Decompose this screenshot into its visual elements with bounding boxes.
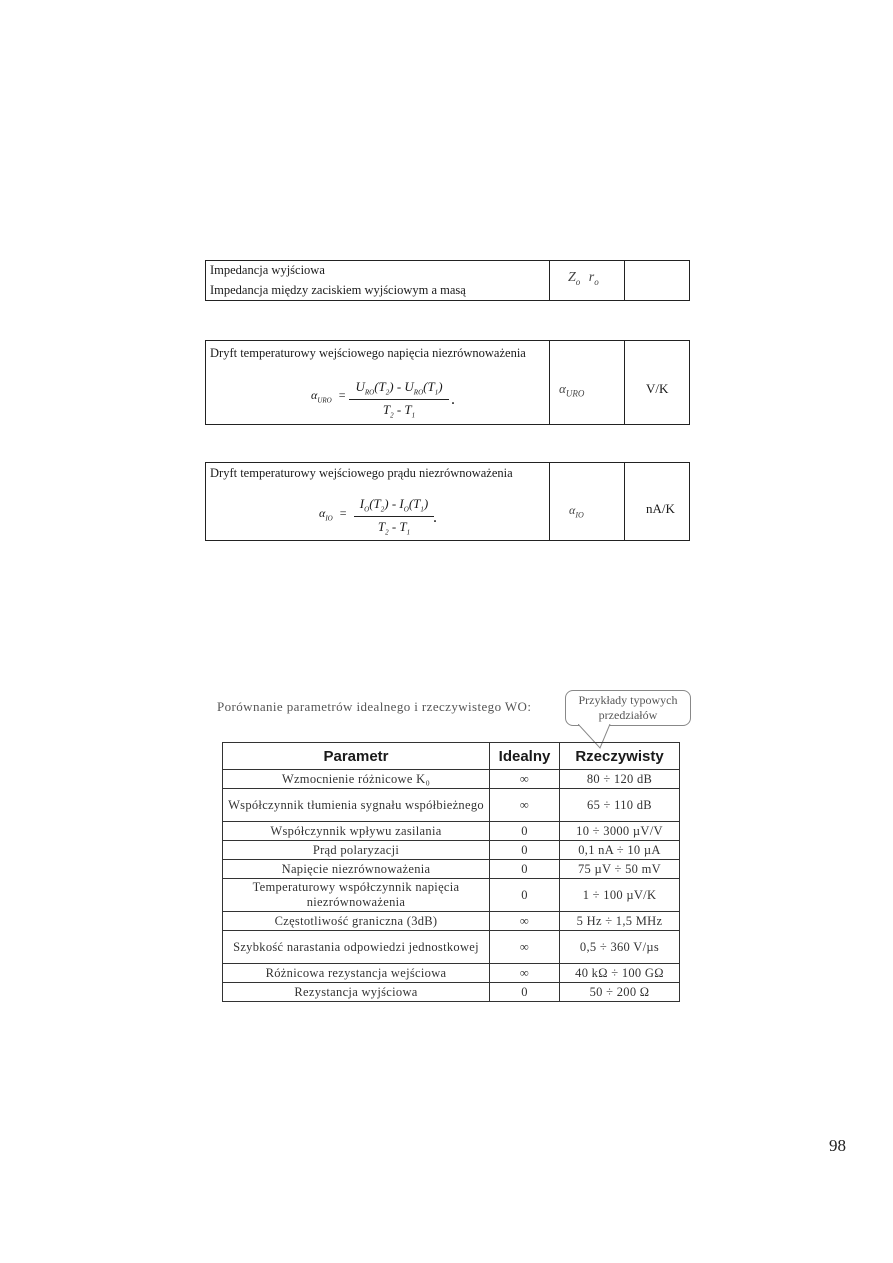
formula-alpha-sub: IO — [325, 514, 333, 523]
formula-alpha: α — [311, 388, 318, 402]
table-row — [223, 983, 680, 1002]
symbol: α — [569, 503, 576, 517]
param-cell: Częstotliwość graniczna (3dB) — [223, 912, 490, 931]
param-cell: Temperaturowy współczynnik napięcia niezrównoważenia — [223, 879, 490, 912]
table-row — [223, 860, 680, 879]
box-subtitle: Impedancja między zaciskiem wyjściowym a masą — [210, 283, 466, 297]
formula-denominator: $T_2 - T_1$ — [382, 401, 416, 420]
comparison-caption: Porównanie parametrów idealnego i rzeczywistego WO: — [217, 699, 532, 714]
unit-cell: nA/K — [646, 501, 675, 516]
table-row — [223, 879, 680, 912]
symbol: α — [559, 381, 566, 396]
param-cell: Współczynnik tłumienia sygnału współbieżnego — [223, 789, 490, 822]
page-number: 98 — [829, 1136, 846, 1155]
fraction-bar — [354, 516, 434, 517]
divider — [624, 261, 625, 300]
box-title: Dryft temperaturowy wejściowego napięcia niezrównoważenia — [210, 346, 526, 360]
callout-bubble: Przykłady typowych przedziałów — [565, 690, 691, 726]
current-drift-box — [205, 462, 690, 541]
formula-fraction — [354, 496, 434, 536]
param-cell: Szybkość narastania odpowiedzi jednostkowej — [223, 931, 490, 964]
comparison-table — [222, 742, 680, 1002]
param-cell: Współczynnik wpływu zasilania — [223, 822, 490, 841]
param-cell: Rezystancja wyjściowa — [223, 983, 490, 1002]
formula-alpha: α — [319, 506, 326, 520]
ideal-cell: 0 — [490, 983, 560, 1002]
formula-tail: . — [433, 509, 437, 526]
param-cell: Prąd polaryzacji — [223, 841, 490, 860]
formula-lhs — [311, 388, 345, 404]
symbol-cell — [568, 270, 599, 287]
real-cell: 80 ÷ 120 dB — [560, 770, 680, 789]
param-cell: Wzmocnienie różnicowe K₀ — [223, 770, 490, 789]
symbol-sub: o — [575, 276, 581, 287]
box-title: Impedancja wyjściowa — [210, 263, 325, 277]
ideal-cell: 0 — [490, 860, 560, 879]
symbol: Z — [568, 270, 576, 285]
formula-tail: . — [451, 391, 455, 408]
formula-equals: = — [339, 506, 347, 520]
param-cell: Różnicowa rezystancja wejściowa — [223, 964, 490, 983]
table-row — [223, 841, 680, 860]
real-cell: 10 ÷ 3000 µV/V — [560, 822, 680, 841]
ideal-cell: 0 — [490, 879, 560, 912]
table-row — [223, 931, 680, 964]
symbol-2: r — [588, 270, 595, 285]
real-cell: 5 Hz ÷ 1,5 MHz — [560, 912, 680, 931]
divider — [549, 463, 550, 540]
header-idealny: Idealny — [490, 743, 560, 770]
box-title: Dryft temperaturowy wejściowego prądu niezrównoważenia — [210, 466, 513, 480]
symbol-2-sub: o — [594, 276, 599, 287]
divider — [624, 463, 625, 540]
symbol-cell — [569, 503, 584, 519]
ideal-cell: ∞ — [490, 770, 560, 789]
ideal-cell: ∞ — [490, 789, 560, 822]
table-row — [223, 822, 680, 841]
table-row — [223, 770, 680, 789]
symbol-cell — [559, 381, 584, 399]
formula-denominator: $T_2 - T_1$ — [377, 518, 411, 537]
divider — [549, 341, 550, 424]
real-cell: 40 kΩ ÷ 100 GΩ — [560, 964, 680, 983]
fraction-bar — [349, 399, 449, 400]
table-row — [223, 789, 680, 822]
divider — [549, 261, 550, 300]
formula-numerator: $U_{RO}(T_2) - U_{RO}(T_1)$ — [355, 379, 443, 397]
divider — [624, 341, 625, 424]
ideal-cell: ∞ — [490, 931, 560, 964]
ideal-cell: 0 — [490, 841, 560, 860]
header-rzeczywisty: Rzeczywisty — [560, 743, 680, 770]
table-row — [223, 912, 680, 931]
param-cell: Napięcie niezrównoważenia — [223, 860, 490, 879]
ideal-cell: 0 — [490, 822, 560, 841]
real-cell: 75 µV ÷ 50 mV — [560, 860, 680, 879]
ideal-cell: ∞ — [490, 964, 560, 983]
ideal-cell: ∞ — [490, 912, 560, 931]
real-cell: 1 ÷ 100 µV/K — [560, 879, 680, 912]
output-impedance-box — [205, 260, 690, 301]
formula-equals: = — [338, 388, 346, 402]
table-row — [223, 964, 680, 983]
real-cell: 0,5 ÷ 360 V/µs — [560, 931, 680, 964]
symbol-sub: IO — [575, 510, 584, 520]
formula-alpha-sub: URO — [317, 396, 332, 405]
voltage-drift-box — [205, 340, 690, 425]
table-header-row — [223, 743, 680, 770]
real-cell: 65 ÷ 110 dB — [560, 789, 680, 822]
header-parametr: Parametr — [223, 743, 490, 770]
formula-fraction — [349, 379, 449, 419]
unit-cell: V/K — [646, 381, 669, 396]
real-cell: 50 ÷ 200 Ω — [560, 983, 680, 1002]
formula-numerator: $I_O(T_2) - I_O(T_1)$ — [359, 496, 429, 514]
symbol-sub: URO — [565, 388, 585, 399]
formula-lhs — [319, 506, 346, 522]
real-cell: 0,1 nA ÷ 10 µA — [560, 841, 680, 860]
